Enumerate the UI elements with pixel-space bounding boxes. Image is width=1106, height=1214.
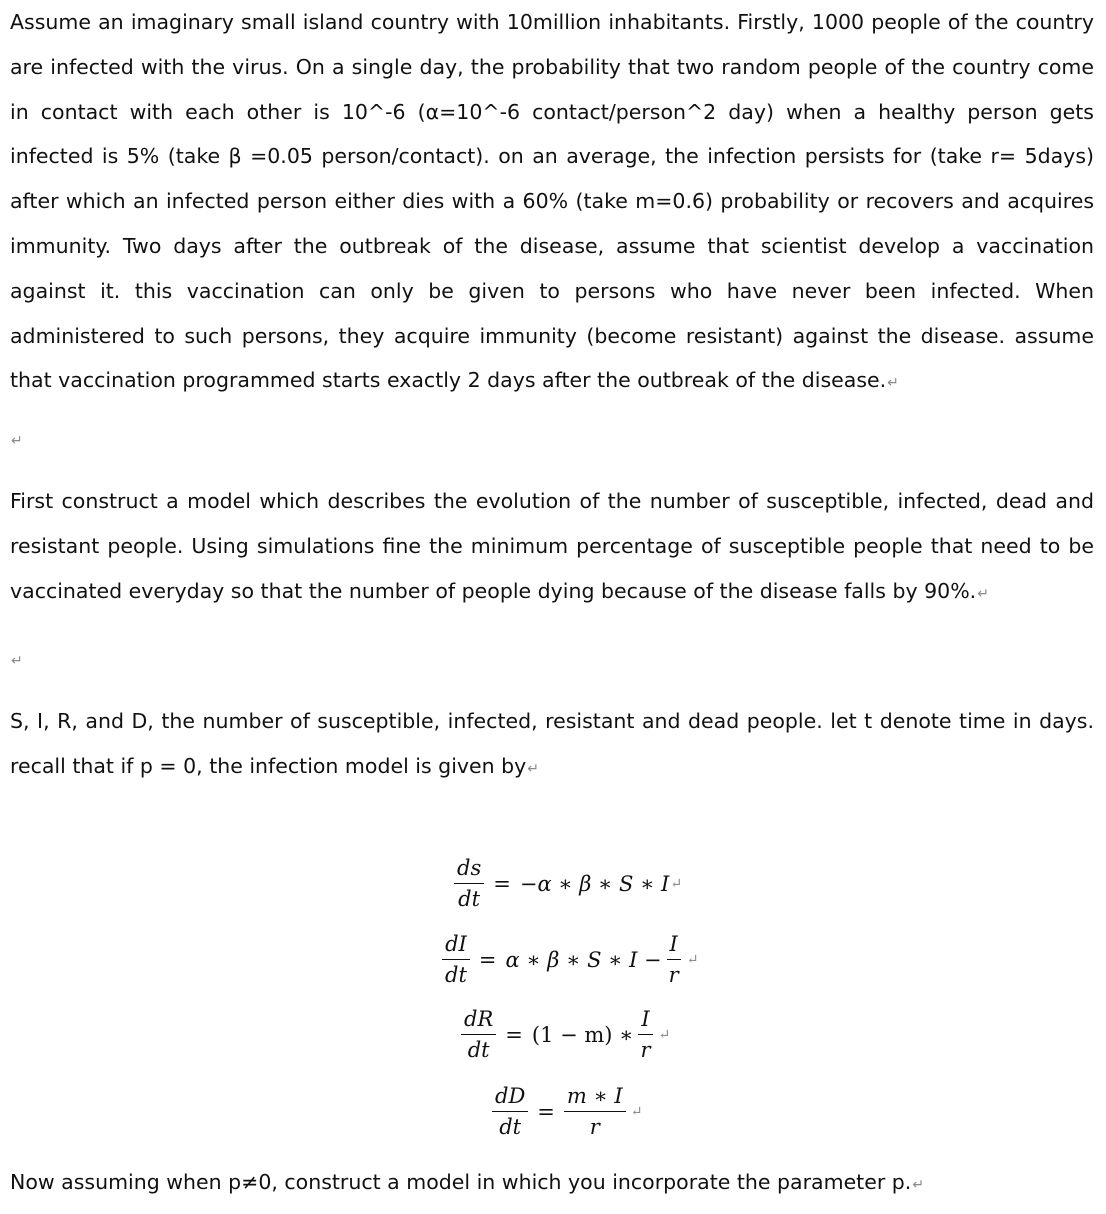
equation-rhs: −α ∗ β ∗ S ∗ I: [519, 871, 670, 896]
document-body: [10, 0, 1094, 792]
fraction-numerator: I: [638, 1006, 652, 1035]
paragraph-mark-icon: ↵: [658, 1026, 671, 1043]
fraction-denominator: r: [668, 963, 679, 987]
fraction-denominator: dt: [499, 1115, 522, 1139]
fraction-numerator: dI: [442, 931, 470, 960]
fraction-denominator: r: [589, 1115, 600, 1139]
paragraph-mark-icon: ↵: [670, 875, 683, 892]
equals-sign: =: [493, 871, 511, 896]
equation-ds-dt: [450, 855, 682, 912]
fraction-numerator: I: [667, 931, 681, 960]
paragraph-final-instruction: [10, 1160, 924, 1208]
paragraph-mark-icon: ↵: [912, 1177, 925, 1193]
paragraph-mark-icon: ↵: [11, 433, 23, 450]
equation-dR-dt: [457, 1006, 670, 1063]
fraction-I-r: [637, 1006, 653, 1063]
empty-paragraph: [10, 416, 1094, 461]
fraction-numerator: ds: [454, 855, 484, 884]
paragraph-text: Assume an imaginary small island country with 10million inhabitants. Firstly, 1000 people of the country are infected with the virus. On a single day, the probability that two random people of the country come in contact with each other is 10^-6 (α=10^-6 contact/person^2 day) when a healthy person gets infected is 5% (take β =0.05 person/contact). on an average, the infection persists for (take r= 5days) after which an infected person either dies with a 60% (take m=0.6) probability or recovers and acquires immunity. Two days after the outbreak of the disease, assume that scientist develop a vaccination against it. this vaccination can only be given to persons who have never been infected. When administered to such persons, they acquire immunity (become resistant) against the disease. assume that vaccination programmed starts exactly 2 days after the outbreak of the disease.: [10, 10, 1094, 393]
paragraph-mark-icon: ↵: [630, 1103, 643, 1120]
equals-sign: =: [505, 1022, 523, 1047]
paragraph-mark-icon: ↵: [887, 375, 899, 392]
fraction-mI-r: [564, 1083, 626, 1140]
fraction-denominator: dt: [467, 1038, 490, 1062]
fraction-numerator: dR: [461, 1006, 496, 1035]
empty-paragraph: [10, 636, 1094, 681]
fraction-I-r: [666, 931, 682, 988]
equation-dD-dt: [488, 1083, 642, 1140]
fraction-dI-dt: [442, 931, 470, 988]
paragraph-text: S, I, R, and D, the number of susceptible, infected, resistant and dead people. let t denote time in days. recall that if p = 0, the infection model is given by: [10, 709, 1094, 778]
equation-dI-dt: [438, 931, 698, 988]
equals-sign: =: [478, 947, 497, 972]
fraction-dR-dt: [461, 1006, 496, 1063]
paragraph-mark-icon: ↵: [686, 951, 699, 968]
fraction-numerator: m ∗ I: [564, 1083, 626, 1112]
paragraph-mark-icon: ↵: [11, 653, 23, 670]
fraction-denominator: r: [640, 1038, 651, 1062]
paragraph-problem-statement: [10, 0, 1094, 406]
paragraph-text: Now assuming when p≠0, construct a model in which you incorporate the parameter p.: [10, 1170, 912, 1194]
fraction-denominator: dt: [458, 887, 481, 911]
equation-rhs: (1 − m) ∗: [531, 1022, 634, 1047]
paragraph-mark-icon: ↵: [527, 760, 540, 777]
fraction-numerator: dD: [492, 1083, 528, 1112]
paragraph-task: [10, 479, 1094, 616]
paragraph-mark-icon: ↵: [977, 585, 989, 602]
fraction-denominator: dt: [445, 963, 467, 987]
equals-sign: =: [537, 1099, 555, 1124]
paragraph-text: First construct a model which describes the evolution of the number of susceptible, infected, dead and resistant people. Using simulations fine the minimum percentage of susceptible people that need to be vaccinated everyday so that the number of people dying because of the disease falls by 90%.: [10, 488, 1094, 603]
fraction-dD-dt: [492, 1083, 528, 1140]
paragraph-model-intro: [10, 699, 1094, 792]
equation-rhs: α ∗ β ∗ S ∗ I −: [505, 947, 662, 972]
fraction-ds-dt: [454, 855, 484, 912]
